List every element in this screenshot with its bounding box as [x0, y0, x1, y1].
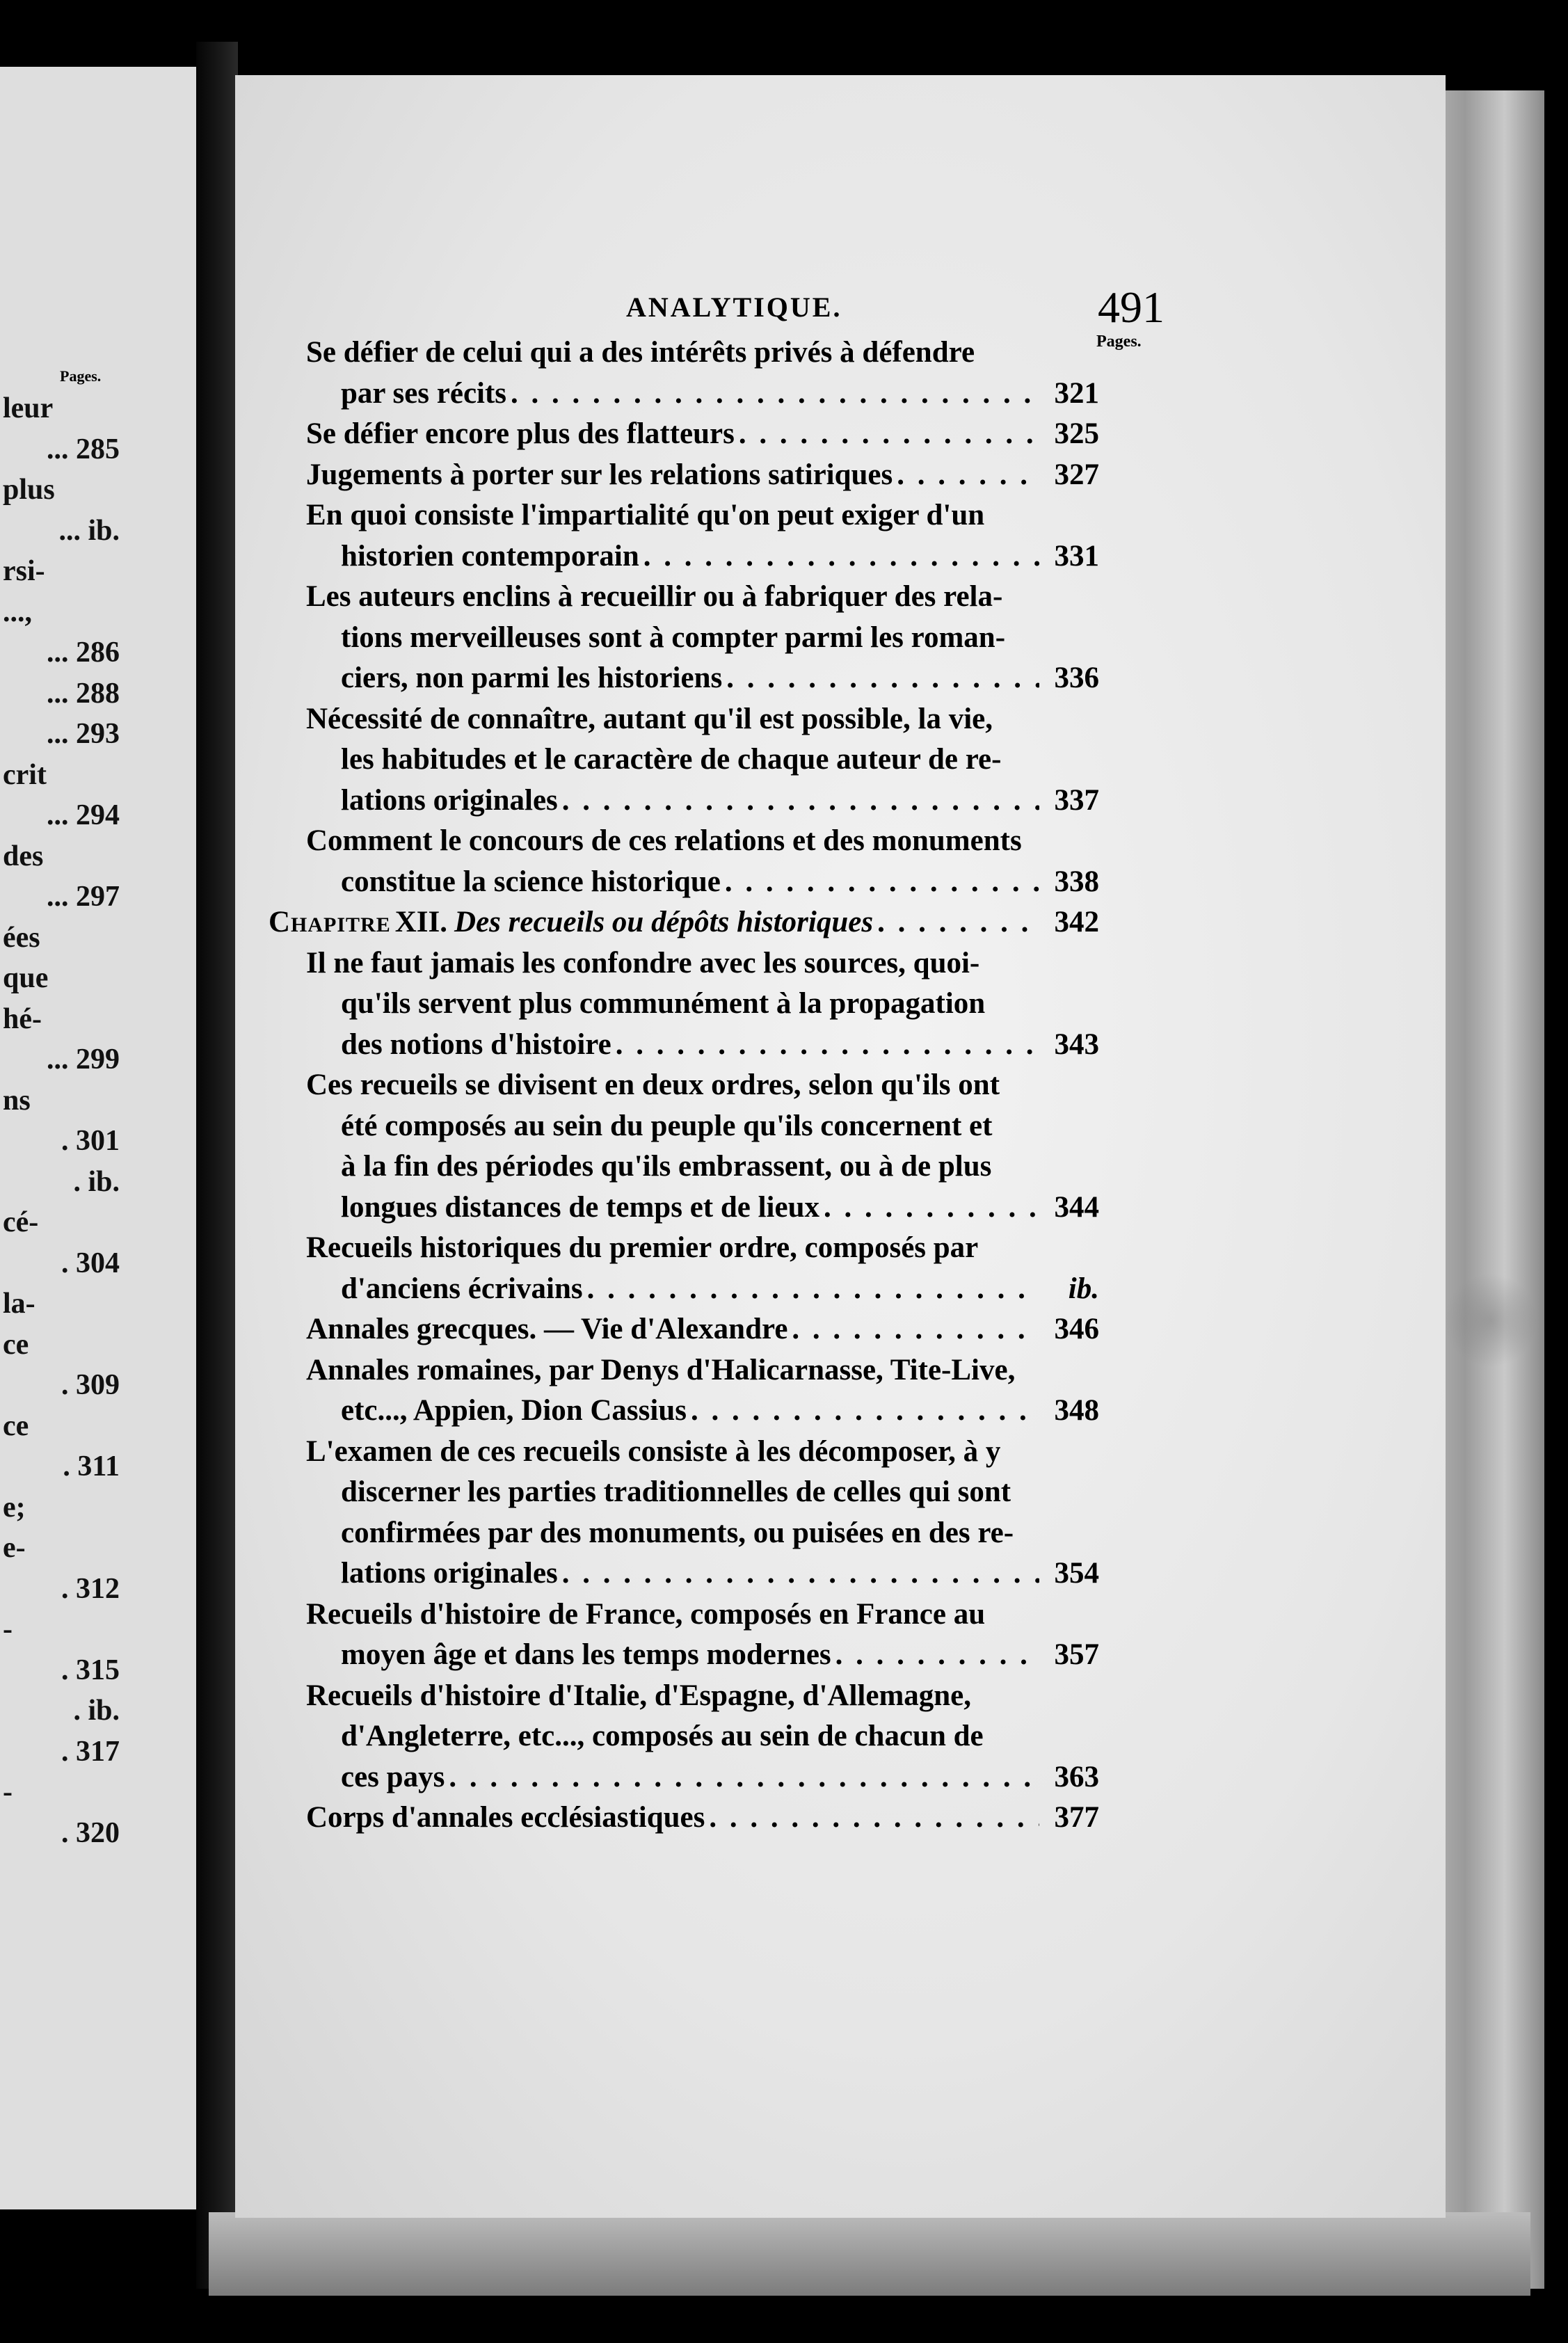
entry-text: Recueils d'histoire d'Italie, d'Espagne, d'Allemagne,	[306, 1679, 972, 1712]
left-page-line: ns	[3, 1084, 31, 1117]
left-page-line: . 317	[61, 1735, 120, 1768]
left-page-line: -	[3, 1613, 13, 1645]
left-page-line: hé-	[3, 1002, 42, 1035]
entry-line	[306, 618, 1099, 659]
dot-leader	[449, 1757, 1039, 1798]
entry-line	[306, 333, 1099, 374]
dot-leader	[739, 414, 1039, 455]
left-page-line: ... 297	[47, 881, 120, 913]
entry-line	[306, 862, 1099, 903]
left-page-line: . ib.	[73, 1165, 120, 1198]
toc-entry	[306, 1798, 1099, 1839]
dot-leader	[562, 1553, 1039, 1594]
toc-entry	[306, 1676, 1099, 1798]
page-reference: 336	[1054, 662, 1099, 694]
page-stack-bottom-edge	[209, 2212, 1530, 2296]
page-reference: 327	[1054, 458, 1099, 491]
entry-text: Les auteurs enclins à recueillir ou à fabriquer des rela-	[306, 580, 1003, 613]
left-page-line: ce	[3, 1328, 29, 1361]
entry-line	[306, 984, 1099, 1025]
dot-leader	[511, 374, 1039, 415]
toc-entry	[306, 943, 1099, 1066]
left-page-line: ... 286	[47, 637, 120, 669]
left-page-line: rsi-	[3, 555, 45, 587]
left-page-line: ... 299	[47, 1043, 120, 1075]
entry-line	[306, 1594, 1099, 1636]
left-page-line: ées	[3, 921, 40, 954]
left-page-line: que	[3, 962, 49, 994]
entry-text: d'anciens écrivains	[341, 1272, 583, 1305]
entry-text: Annales romaines, par Denys d'Halicarnasse, Tite-Live,	[306, 1353, 1016, 1386]
entry-line	[306, 1432, 1099, 1473]
toc-entry	[306, 1350, 1099, 1432]
entry-line	[306, 1798, 1099, 1839]
dot-leader	[877, 902, 1039, 943]
entry-text: Corps d'annales ecclésiastiques	[306, 1801, 705, 1834]
page-reference: 357	[1054, 1638, 1099, 1671]
entry-line	[306, 1513, 1099, 1554]
page-reference: 344	[1054, 1190, 1099, 1224]
entry-text: Se défier encore plus des flatteurs	[306, 417, 735, 450]
left-page-line: crit	[3, 758, 47, 791]
entry-line	[306, 1269, 1099, 1310]
left-page-line: cé-	[3, 1206, 39, 1238]
toc-entry	[306, 1228, 1099, 1309]
page-reference: 363	[1054, 1760, 1099, 1793]
entry-text: En quoi consiste l'impartialité qu'on peut exiger d'un	[306, 499, 985, 531]
page-reference: 321	[1054, 376, 1099, 410]
entry-line	[306, 455, 1099, 496]
toc-entry	[306, 1309, 1099, 1350]
dot-leader	[643, 536, 1039, 577]
left-page-line: . 301	[61, 1125, 120, 1157]
left-page-line: ... ib.	[58, 514, 120, 547]
entry-text: discerner les parties traditionnelles de celles qui sont	[341, 1476, 1011, 1508]
left-page-line: -	[3, 1776, 13, 1808]
entry-text: Nécessité de connaître, autant qu'il est possible, la vie,	[306, 702, 993, 735]
page-reference: ib.	[1068, 1272, 1099, 1305]
entry-text: moyen âge et dans les temps modernes	[341, 1638, 831, 1671]
page-reference: 325	[1054, 417, 1099, 450]
left-page-line: . 309	[61, 1369, 120, 1401]
toc-entry	[269, 902, 1099, 943]
dot-leader	[792, 1309, 1039, 1350]
entry-line	[306, 943, 1099, 984]
dot-leader	[725, 862, 1039, 903]
entry-line	[306, 699, 1099, 740]
left-page-line: plus	[3, 474, 55, 506]
dot-leader	[726, 658, 1039, 699]
entry-text: qu'ils servent plus communément à la propagation	[341, 987, 986, 1020]
entry-line	[306, 536, 1099, 577]
toc-entry	[306, 414, 1099, 455]
toc-entry	[306, 1432, 1099, 1594]
page-reference: 346	[1054, 1313, 1099, 1345]
page-reference: 377	[1054, 1801, 1099, 1834]
left-page-line: e;	[3, 1491, 26, 1524]
left-page-line: ... 288	[47, 677, 120, 710]
entry-line	[306, 781, 1099, 822]
entry-text: L'examen de ces recueils consiste à les décomposer, à y	[306, 1434, 1001, 1468]
entry-text: etc..., Appien, Dion Cassius	[341, 1394, 687, 1427]
entry-line	[306, 1065, 1099, 1106]
left-page-line: . 315	[61, 1654, 120, 1686]
entry-text: historien contemporain	[341, 539, 639, 573]
entry-line	[306, 821, 1099, 862]
left-page-lines	[0, 388, 196, 1853]
left-page-line: . 311	[63, 1450, 120, 1482]
toc-entry	[306, 1594, 1099, 1676]
entry-text: Il ne faut jamais les confondre avec les sources, quoi-	[306, 946, 980, 979]
left-page-line: . ib.	[73, 1695, 120, 1727]
entry-line	[306, 1553, 1099, 1594]
left-page-line: des	[3, 840, 44, 872]
entry-line	[306, 739, 1099, 781]
running-header: ANALYTIQUE.	[626, 291, 842, 323]
entry-line	[306, 1309, 1099, 1350]
entry-line	[306, 577, 1099, 618]
entry-line	[306, 1188, 1099, 1229]
dot-leader	[616, 1025, 1039, 1066]
left-page-line: ...,	[3, 595, 32, 628]
entry-text: par ses récits	[341, 376, 507, 410]
toc-entry	[306, 699, 1099, 822]
entry-text: à la fin des périodes qu'ils embrassent, ou à de plus	[341, 1150, 992, 1183]
page-reference: 343	[1054, 1027, 1099, 1061]
page-reference: 337	[1054, 783, 1099, 817]
left-page-line: . 320	[61, 1816, 120, 1849]
dot-leader	[709, 1798, 1039, 1839]
entry-text: Ces recueils se divisent en deux ordres, selon qu'ils ont	[306, 1069, 1000, 1101]
toc-entry	[306, 495, 1099, 577]
page-reference: 354	[1054, 1557, 1099, 1590]
entry-text: Recueils d'histoire de France, composés en France au	[306, 1597, 986, 1631]
chapter-heading	[269, 902, 1099, 943]
toc-entry	[306, 821, 1099, 902]
toc-entry	[306, 1065, 1099, 1228]
pages-column-label: Pages.	[1096, 333, 1142, 351]
entry-text: été composés au sein du peuple qu'ils concernent et	[341, 1109, 993, 1142]
chapter-number: XII.	[394, 906, 448, 938]
page-reference: 331	[1054, 539, 1099, 573]
entry-line	[306, 1757, 1099, 1798]
entry-line	[306, 1025, 1099, 1066]
paper-stain	[1446, 1272, 1536, 1369]
entry-text: Recueils historiques du premier ordre, composés par	[306, 1231, 979, 1264]
left-page-line: la-	[3, 1288, 35, 1320]
left-page-line: ... 294	[47, 799, 120, 831]
left-page-line: ... 293	[47, 718, 120, 750]
left-page-line: . 312	[61, 1572, 120, 1605]
entry-text: Annales grecques. — Vie d'Alexandre	[306, 1313, 788, 1345]
dot-leader	[897, 455, 1039, 496]
table-of-contents	[269, 333, 1099, 1839]
left-pages-column-label: Pages.	[60, 367, 102, 385]
entry-line	[306, 1676, 1099, 1717]
dot-leader	[587, 1269, 1039, 1310]
entry-line	[306, 1716, 1099, 1757]
entry-text: lations originales	[341, 783, 558, 817]
entry-text: Se défier de celui qui a des intérêts privés à défendre	[306, 336, 975, 369]
left-page-line: . 304	[61, 1247, 120, 1279]
page-number: 491	[1098, 282, 1165, 332]
page-reference: 338	[1054, 865, 1099, 898]
dot-leader	[562, 781, 1039, 822]
entry-text: lations originales	[341, 1557, 558, 1590]
previous-page-fragment	[0, 67, 196, 2209]
entry-line	[306, 1635, 1099, 1676]
dot-leader	[691, 1391, 1039, 1432]
left-page-line: ce	[3, 1409, 29, 1442]
entry-text: les habitudes et le caractère de chaque auteur de re-	[341, 743, 1002, 776]
entry-text: des notions d'histoire	[341, 1027, 611, 1061]
left-page-line: ... 285	[47, 433, 120, 465]
entry-text: d'Angleterre, etc..., composés au sein de chacun de	[341, 1720, 984, 1752]
entry-text: Comment le concours de ces relations et des monuments	[306, 824, 1022, 857]
entry-line	[306, 1146, 1099, 1188]
page-reference: 348	[1054, 1394, 1099, 1427]
entry-line	[306, 1228, 1099, 1269]
chapter-title: Des recueils ou dépôts historiques	[454, 906, 874, 938]
entry-text: tions merveilleuses sont à compter parmi les roman-	[341, 621, 1006, 654]
chapter-label: Chapitre	[269, 906, 391, 938]
entry-text: ciers, non parmi les historiens	[341, 662, 723, 694]
entry-line	[306, 495, 1099, 536]
entry-line	[306, 658, 1099, 699]
dot-leader	[824, 1188, 1039, 1229]
entry-text: constitue la science historique	[341, 865, 721, 898]
entry-text: confirmées par des monuments, ou puisées en des re-	[341, 1516, 1014, 1549]
left-page-line: e-	[3, 1532, 26, 1564]
entry-line	[306, 1350, 1099, 1391]
page-reference: 342	[1054, 906, 1099, 938]
book-spine-shadow	[196, 42, 238, 2289]
entry-text: Jugements à porter sur les relations satiriques	[306, 458, 893, 491]
entry-text: longues distances de temps et de lieux	[341, 1190, 819, 1224]
entry-line	[306, 1391, 1099, 1432]
toc-entry	[306, 577, 1099, 699]
entry-text: ces pays	[341, 1760, 445, 1793]
toc-entry	[306, 333, 1099, 414]
toc-entry	[306, 455, 1099, 496]
entry-line	[306, 1106, 1099, 1147]
entry-line	[306, 414, 1099, 455]
entry-line	[306, 1472, 1099, 1513]
entry-line	[306, 374, 1099, 415]
dot-leader	[835, 1635, 1039, 1676]
left-page-line: leur	[3, 392, 54, 424]
